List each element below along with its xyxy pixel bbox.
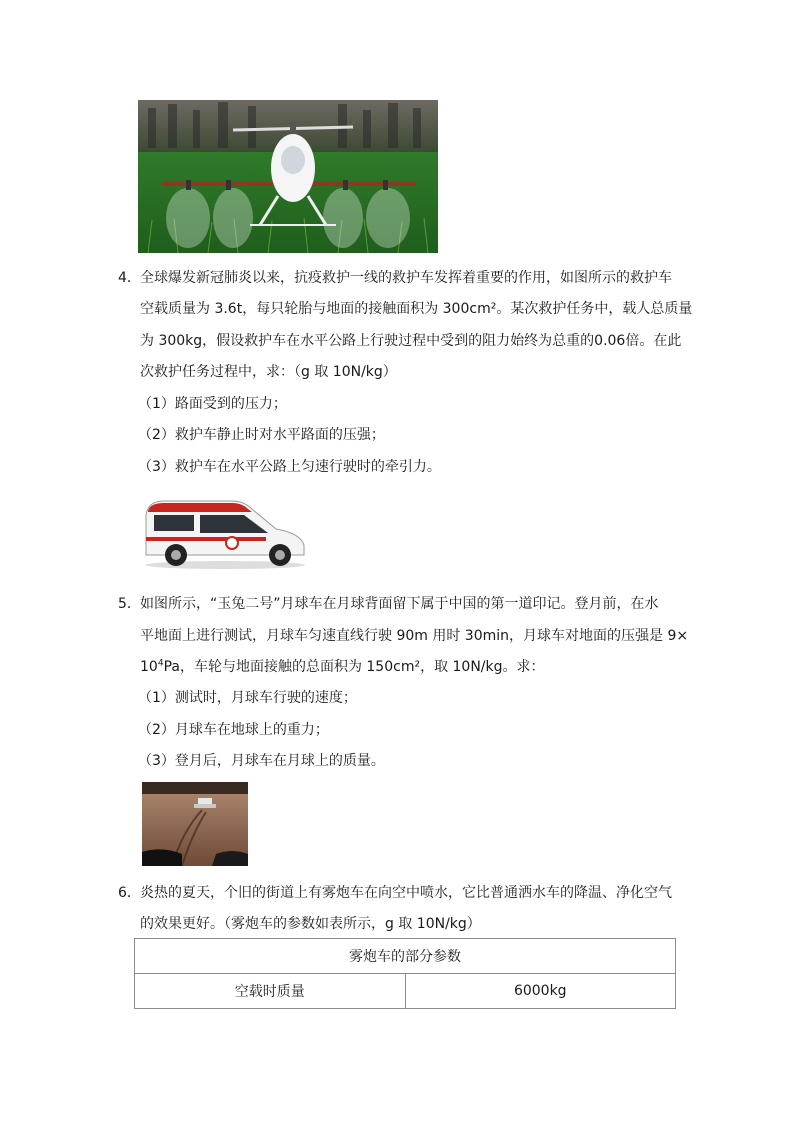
drone-photo: [138, 100, 438, 253]
table-header: 雾炮车的部分参数: [135, 939, 676, 974]
q4-line-2: 空载质量为 3.6t，每只轮胎与地面的接触面积为 300cm²。某次救护任务中，载人总质量: [140, 301, 693, 317]
q5-line-3: [140, 657, 545, 677]
q4-number: 4．: [118, 270, 141, 286]
table-cell-value: 6000kg: [405, 974, 676, 1009]
q4-line-4: 次救护任务过程中，求：（g 取 10N/kg）: [140, 364, 397, 380]
q6-line-2: 的效果更好。（雾炮车的参数如表所示，g 取 10N/kg）: [140, 916, 481, 932]
ambulance-image: [140, 493, 310, 571]
q6-line-1: 炎热的夏天，个旧的街道上有雾炮车在向空中喷水，它比普通洒水车的降温、净化空气: [140, 885, 672, 901]
table-cell-label: 空载时质量: [135, 974, 406, 1009]
q4-line-1: 全球爆发新冠肺炎以来，抗疫救护一线的救护车发挥着重要的作用，如图所示的救护车: [140, 270, 672, 286]
q5-line-3-pre: 10: [140, 659, 158, 675]
q5-sub-3: （3）登月后，月球车在月球上的质量。: [138, 753, 385, 769]
q5-number: 5．: [118, 596, 141, 612]
q5-line-3-post: Pa，车轮与地面接触的总面积为 150cm²，取 10N/kg。求：: [163, 659, 545, 675]
q4-sub-1: （1）路面受到的压力；: [138, 396, 287, 412]
q4-sub-2: （2）救护车静止时对水平路面的压强；: [138, 427, 385, 443]
q6-number: 6．: [118, 885, 141, 901]
fog-cannon-parameters-table: [134, 938, 676, 1009]
q5-line-3-sup: 4: [157, 658, 164, 669]
table-row: [135, 974, 676, 1009]
q5-sub-2: （2）月球车在地球上的重力；: [138, 722, 329, 738]
q5-sub-1: （1）测试时，月球车行驶的速度；: [138, 690, 357, 706]
lunar-rover-photo: [142, 782, 248, 866]
q4-line-3: 为 300kg，假设救护车在水平公路上行驶过程中受到的阻力始终为总重的0.06倍。在此: [140, 333, 682, 349]
table-header-row: [135, 939, 676, 974]
q4-sub-3: （3）救护车在水平公路上匀速行驶时的牵引力。: [138, 459, 441, 475]
q5-line-1: 如图所示，“玉兔二号”月球车在月球背面留下属于中国的第一道印记。登月前，在水: [140, 596, 659, 612]
q5-line-2: 平地面上进行测试，月球车匀速直线行驶 90m 用时 30min，月球车对地面的压强是 9×: [140, 628, 689, 644]
